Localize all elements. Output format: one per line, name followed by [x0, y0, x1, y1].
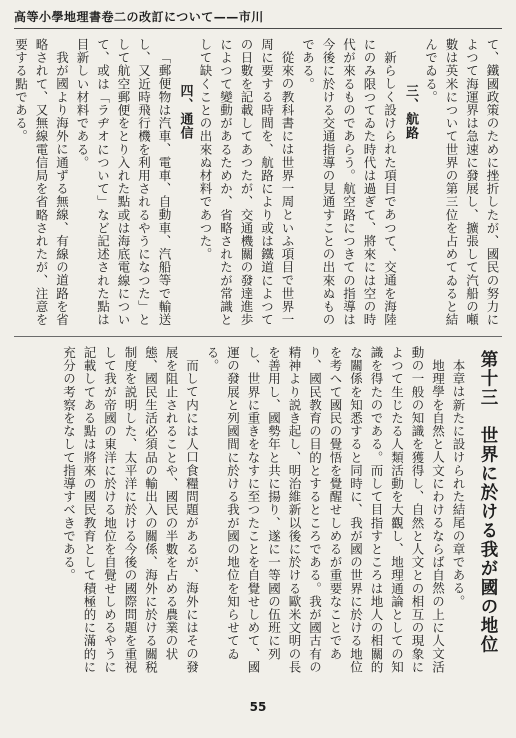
paragraph-continued: て、鐵國政策のために挫折したが、國民の努力によつて海運界は急速に發展し、擴張して汽船の噸數は英米について世界の第三位を占めてゐると結んでゐる。	[423, 38, 500, 327]
header-rule	[14, 28, 502, 29]
paragraph-chapter-body-1: 地理學を自然と人文にわけるならば自然の上に人文活動の一般の知識を獲得し、自然と人文との相互の現象によつて生じたる人類活動を大觀し、地理通論としての知識を得たのである。而して目指すところは地人の相關的な關係を知悉すると同時に、我が國の世界に於ける地位を考へて國民の覺悟を覺醒せしめるが重要なことであり、國民教育の目的とするところである。我が國古有の精神より説き起し、明治維新以後に於ける歐米文明の長を善用し、國勢年と共に揚り、遂に一等國の伍班に列し、世界に重きをなすに至つたことを自覺せしめて、國運の發展と列國間に於ける我が國の地位を知らせてゐる。	[205, 346, 446, 674]
chapter-title: 第十三 世界に於ける我が國の地位	[478, 349, 498, 654]
paragraph-chapter-body-2: 而して内には人口食糧問題があるが、海外にはその發展を阻止されることや、國民の半數を占める農業の状態、國民生活必須品の輸出入の關係、海外に於ける關税制度を説明した、太平洋に於ける今後の國際問題を重視して我が帝國の東洋に於ける地位を自覺せしめるやうに記載してある點は將來の國民教育として積極的に滿的に充分の考察をなして指導すべきである。	[61, 346, 200, 674]
paragraph-aviation-2: 從來の教科書には世界一周といふ項目で世界一周に要する時間を、航路により或は鐵道によつての日數を記載してあつたが、交通機關の發達進歩によつて變動があるためか、省略されたが常識として缺くことの出來ぬ材料であつた。	[198, 38, 295, 327]
heading-communication: 四、通信	[177, 83, 193, 140]
section-divider	[14, 336, 502, 337]
heading-aviation: 三、航路	[403, 83, 418, 140]
top-section	[10, 38, 502, 328]
paragraph-chapter-intro: 本章は新たに設けられた結尾の章である。	[451, 358, 466, 608]
bottom-section	[10, 346, 502, 682]
paragraph-communication-1: 「郵便物は汽車、電車、自動車、汽船等で輸送し、又近時飛行機を利用されるやうになつた」として航空郵便をとり入れた點或は海底電線について、或は「ラヂオについて」など記述された點は目新しい材料である。	[75, 38, 172, 327]
running-head: 高等小學地理書卷二の改訂について——市川	[14, 10, 264, 24]
paragraph-aviation-1: 新らしく設けられた項目であつて、交通を海陸にのみ限つてゐた時代は過ぎて、將來には空の時代が來るものであらう。航空路につきての指導は今後に於ける交通指導の見通すことの出來ぬものである。	[300, 38, 398, 327]
paragraph-communication-2: 我が國より海外に通ずる無線、有線の道路を省略されて、又無線電信局を省略されたが、注意を要する點である。	[13, 38, 70, 327]
page-number: 55	[249, 700, 267, 714]
